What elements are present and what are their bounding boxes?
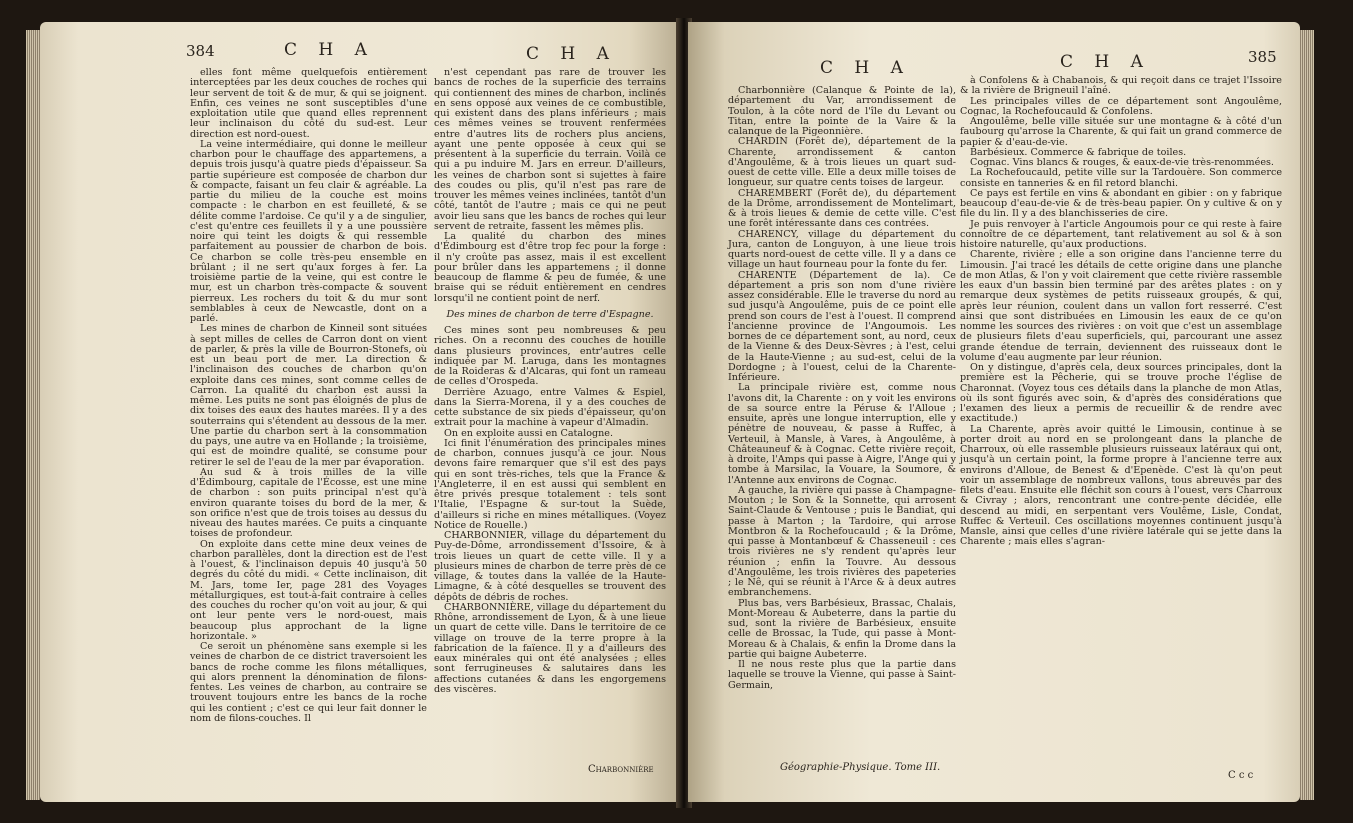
right-page-number: 385	[1248, 48, 1277, 66]
left-page	[40, 22, 680, 802]
left-page-edges	[26, 30, 40, 800]
left-column-1	[190, 68, 427, 780]
paragraph: Ce seroit un phénomène sans exemple si les veines de charbon de ce district traversoient les bancs de roche comme les filons métalliques, qui alors prennent la dénomination de filons-fentes. Les veines de charbon, au contraire se trouvent toujours entre les bancs de la roche qui les contient ; c'est ce qui leur fait donner le nom de filons-couches. Il	[190, 641, 427, 724]
paragraph: La Rochefoucauld, petite ville sur la Tardouère. Son commerce consiste en tanneries & en fil retord blanchi.	[960, 167, 1282, 189]
paragraph: CHARENTE (Département de la). Ce département a pris son nom d'une rivière assez considérable. Elle le traverse du nord au sud jusqu'à Angoulême, puis de ce point elle prend son cours de l'est à l'ouest. Il comprend l'ancienne province de l'Angoumois. Les bornes de ce département sont, au nord, ceux de la Vienne & des Deux-Sèvres ; à l'est, celui de la Haute-Vienne ; au sud-est, celui de la Dordogne ; à l'ouest, celui de la Charente-Inférieure.	[728, 269, 956, 383]
paragraph: CHAREMBERT (Forêt de), du département de la Drôme, arrondissement de Montelimart, & à trois lieues & demie de cette ville. C'est une forêt intéressante dans ces contrées.	[728, 187, 956, 230]
left-page-number: 384	[186, 42, 215, 60]
paragraph: elles font même quelquefois entièrement interceptées par les deux couches de roches qui leur servent de toit & de mur, & qui se joignent. Enfin, ces veines ne sont susceptibles d'une exploitation utile que quand elles reprennent leur inclinaison du côté du sud-est. Leur direction est nord-ouest.	[190, 67, 427, 140]
paragraph: n'est cependant pas rare de trouver les bancs de roches de la superficie des terrains qui contiennent des mines de charbon, inclinés en sens opposé aux veines de ce combustible, qui existent dans des plans inférieurs ; mais ces mêmes veines se trouvent renfermées entre d'autres lits de rochers plus anciens, ayant une pente opposée à ceux qui se présentent à la superficie du terrain. Voilà ce qui a pu induire M. Jars en erreur. D'ailleurs, les veines de charbon sont si sujettes à faire des coudes ou plis, qu'il n'est pas rare de trouver les mêmes veines inclinées, tantôt d'un côté, tantôt de l'autre ; mais ce qui ne peut avoir lieu sans que les bancs de roches qui leur servent de retraite, fassent les mêmes plis.	[434, 67, 666, 232]
paragraph: Je puis renvoyer à l'article Angoumois pour ce qui reste à faire connoître de ce département, tant relativement au sol & à son histoire naturelle, qu'aux productions.	[960, 218, 1282, 250]
paragraph: CHARDIN (Forêt de), département de la Charente, arrondissement & canton d'Angoulême, & à trois lieues un quart sud-ouest de cette ville. Elle a deux mille toises de longueur, sur quatre cents toises de largeur.	[728, 136, 956, 189]
right-running-head-2: C H A	[1060, 52, 1151, 72]
paragraph: à Confolens & à Chabanois, & qui reçoit dans ce trajet l'Issoire & la rivière de Brigneuil l'aîné.	[960, 75, 1282, 97]
paragraph: Il ne nous reste plus que la partie dans laquelle se trouve la Vienne, qui passe à Saint-Germain,	[728, 659, 956, 691]
paragraph: On en exploite aussi en Catalogne.	[444, 427, 614, 439]
spain-subheading: Des mines de charbon de terre d'Espagne.	[446, 308, 654, 320]
left-column-2	[434, 68, 666, 780]
right-page-edges	[1300, 30, 1314, 800]
paragraph: Ces mines sont peu nombreuses & peu riches. On a reconnu des couches de houille dans plusieurs provinces, entr'autres celle indiquée par M. Laruga, dans les montagnes de la Roideras & d'Alcaras, qui font un rameau de celles d'Orospeda.	[434, 325, 666, 388]
paragraph: Derrière Azuago, entre Valmes & Espiel, dans la Sierra-Morena, il y a des couches de cette substance de six pieds d'épaisseur, qu'on extrait pour la machine à vapeur d'Almadin.	[434, 386, 666, 429]
right-column-2	[960, 76, 1282, 766]
paragraph: CHARENCY, village du département du Jura, canton de Longuyon, à une lieue trois quarts nord-ouest de cette ville. Il y a dans ce village un haut fourneau pour la fonte du fer.	[728, 228, 956, 271]
paragraph: CHARBONNIÈRE, village du département du Rhône, arrondissement de Lyon, & à une lieue un quart de cette ville. Dans le territoire de ce village on trouve de la terre propre à la fabrication de la faïence. Il y a d'ailleurs des eaux minérales qui ont été analysées ; elles sont ferrugineuses & salutaires dans les affections cutanées & dans les engorgemens des viscères.	[434, 601, 666, 695]
paragraph: Plus bas, vers Barbésieux, Brassac, Chalais, Mont-Moreau & Aubeterre, dans la partie du sud, sont la rivière de Barbésieux, ensuite celle de Brossac, la Tude, qui passe à Mont-Moreau & à Chalais, & enfin la Drome dans la partie qui baigne Aubeterre.	[728, 597, 956, 660]
paragraph: Charente, rivière ; elle a son origine dans l'ancienne terre du Limousin. J'ai tracé les détails de cette origine dans une planche de mon Atlas, & l'on y voit clairement que cette rivière rassemble les eaux d'un bassin bien terminé par des arêtes plates : on y remarque deux systèmes de petits ruisseaux groupés, & qui, après leur réunion, coulent dans un vallon fort resserré. C'est ainsi que sont distribuées en Limousin les eaux de ce qu'on nomme les sources des rivières : on voit que c'est un assemblage de plusieurs filets d'eau superficiels, qui, parcourant une assez grande étendue de terrain, deviennent des ruisseaux dont le volume d'eau augmente par leur réunion.	[960, 249, 1282, 363]
signature-mark: C c c	[1228, 770, 1254, 781]
left-running-head-1: C H A	[284, 40, 375, 60]
paragraph: A gauche, la rivière qui passe à Champagne-Mouton ; le Son & la Sonnette, qui arrosent Saint-Claude & Ventouse ; puis le Bandiat, qui passe à Marton ; la Tardoire, qui arrose Montbron & la Rochefoucauld ; & la Drôme, qui passe à Montanbœuf & Chasseneuil : ces trois rivières ne s'y rendent qu'après leur réunion ; enfin la Touvre. Au dessous d'Angoulême, les trois rivières des papeteries ; le Nê, qui se réunit à l'Arce & à deux autres embranchemens.	[728, 484, 956, 599]
paragraph: CHARBONNIER, village du département du Puy-de-Dôme, arrondissement d'Issoire, & à trois lieues un quart de cette ville. Il y a plusieurs mines de charbon de terre près de ce village, & toutes dans la vallée de la Haute-Limagne, & à côté desquelles se trouvent des dépôts de débris de roches.	[434, 530, 666, 603]
paragraph: Charbonnière (Calanque & Pointe de la), département du Var, arrondissement de Toulon, à la côte nord de l'île du Levant ou Titan, entre la pointe de la Vaire & la calanque de la Pigeonnière.	[728, 85, 956, 137]
volume-footer: Géographie-Physique. Tome III.	[780, 762, 941, 773]
paragraph: La veine intermédiaire, qui donne le meilleur charbon pour le chauffage des appartemens, a depuis trois jusqu'à quatre pieds d'épaisseur. Sa partie supérieure est composée de charbon dur & compacte, faisant un feu clair & agréable. La partie du milieu de la couche est moins compacte : le charbon en est feuilleté, & se délite comme l'ardoise. Ce qu'il y a de singulier, c'est qu'entre ces feuillets il y a une poussière noire qui teint les doigts & qui ressemble parfaitement au poussier de charbon de bois. Ce charbon se colle très-peu ensemble en brûlant ; il ne sert qu'aux forges à fer. La troisième partie de la veine, qui est contre le mur, est un charbon très-compacte & souvent pierreux. Les rochers du toit & du mur sont semblables à ceux de Newcastle, dont on a parlé.	[190, 138, 427, 324]
paragraph: La principale rivière est, comme nous l'avons dit, la Charente : on y voit les environs de sa source entre la Péruse & l'Alloue ; ensuite, après une longue interruption, elle y pénètre de nouveau, & passe à Ruffec, à Verteuil, à Mansle, à Vares, à Angoulême, à Châteauneuf & à Cognac. Cette rivière reçoit, à droite, l'Amps qui passe à Aigre, l'Ange qui y tombe à Marsilac, la Vouare, la Soumore, & l'Antenne aux environs de Cognac.	[728, 382, 956, 486]
paragraph: On exploite dans cette mine deux veines de charbon parallèles, dont la direction est de l'est à l'ouest, & l'inclinaison depuis 40 jusqu'à 50 degrés du côté du midi. « Cette inclinaison, dit M. Jars, tome Ier, page 281 des Voyages métallurgiques, est tout-à-fait contraire à celles des couches du rocher qu'on voit au jour, & qui ont leur pente vers le nord-ouest, mais beaucoup plus approchant de la ligne horizontale. »	[190, 538, 427, 642]
paragraph: Barbésieux. Commerce & fabrique de toiles.	[970, 146, 1187, 158]
paragraph: Les principales villes de ce département sont Angoulême, Cognac, la Rochefoucauld & Confolens.	[960, 95, 1282, 117]
paragraph: Les mines de charbon de Kinneil sont situées à sept milles de celles de Carron dont on vient de parler, & près la ville de Bourron-Stonefs, où est un beau port de mer. La direction & l'inclinaison des couches de charbon qu'on exploite dans ces mines, sont comme celles de Carron. La qualité du charbon est aussi la même. Les puits ne sont pas éloignés de plus de dix toises des eaux des hautes marées. Il y a des souterrains qui s'étendent au dessous de la mer. Une partie du charbon sert à la consommation du pays, une autre va en Hollande ; la troisième, qui est de moindre qualité, se consume pour retirer le sel de l'eau de la mer par évaporation.	[190, 323, 427, 468]
right-running-head-1: C H A	[820, 58, 911, 78]
right-page	[688, 22, 1300, 802]
paragraph: La qualité du charbon des mines d'Édimbourg est d'être trop fec pour la forge : il n'y croûte pas assez, mais il est excellent pour brûler dans les appartemens ; il donne beaucoup de flamme & peu de fumée, & une braise qui se réduit entièrement en cendres lorsqu'il ne contient point de nerf.	[434, 231, 666, 304]
paragraph: Cognac. Vins blancs & rouges, & eaux-de-vie très-renommées.	[970, 157, 1274, 168]
paragraph: Angoulême, belle ville située sur une montagne & à côté d'un faubourg qu'arrose la Charente, & qui fait un grand commerce de papier & d'eau-de-vie.	[960, 116, 1282, 148]
catchword: Charbonnière	[588, 764, 654, 775]
paragraph: Au sud & à trois milles de la ville d'Édimbourg, capitale de l'Écosse, est une mine de charbon : son puits principal n'est qu'à environ quarante toises du bord de la mer, & son orifice n'est que de trois toises au dessus du niveau des hautes marées. Ce puits a cinquante toises de profondeur.	[190, 466, 427, 540]
left-running-head-2: C H A	[526, 44, 617, 64]
paragraph: On y distingue, d'après cela, deux sources principales, dont la première est la Pêcherie, qui se trouve proche l'église de Charonnat. (Voyez tous ces détails dans la planche de mon Atlas, où ils sont figurés avec soin, & d'après des considérations que l'examen des lieux a permis de recueillir & de rendre avec exactitude.)	[960, 362, 1282, 425]
paragraph: Ce pays est fertile en vins & abondant en gibier : on y fabrique beaucoup d'eau-de-vie & de très-beau papier. On y cultive & on y file du lin. Il y a des blanchisseries de cire.	[960, 187, 1282, 220]
right-column-1	[728, 86, 956, 758]
paragraph: La Charente, après avoir quitté le Limousin, continue à se porter droit au nord en se prolongeant dans la planche de Charroux, où elle rassemble plusieurs ruisseaux latéraux qui ont, jusqu'à un certain point, la forme propre à l'ancienne terre aux environs d'Alloue, de Benest & d'Epenède. C'est là qu'on peut voir un assemblage de nombreux vallons, tous abreuvés par des filets d'eau. Ensuite elle fléchit son cours à l'ouest, vers Charroux & Civray ; alors, rencontrant une contre-pente décidée, elle descend au midi, en serpentant vers Voulême, Lisle, Condat, Ruffec & Verteuil. Ces oscillations moyennes continuent jusqu'à Mansle, ainsi que celles d'une rivière latérale qui se jette dans la Charente ; mais elles s'agran-	[960, 423, 1282, 548]
paragraph: Ici finit l'énumération des principales mines de charbon, connues jusqu'à ce jour. Nous devons faire remarquer que s'il est des pays qui en sont très-riches, tels que la France & l'Angleterre, il en est aussi qui semblent en être privés presque totalement : tels sont l'Italie, l'Espagne & sur-tout la Suède, d'ailleurs si riche en mines métalliques. (Voyez Notice de Rouelle.)	[434, 437, 666, 531]
